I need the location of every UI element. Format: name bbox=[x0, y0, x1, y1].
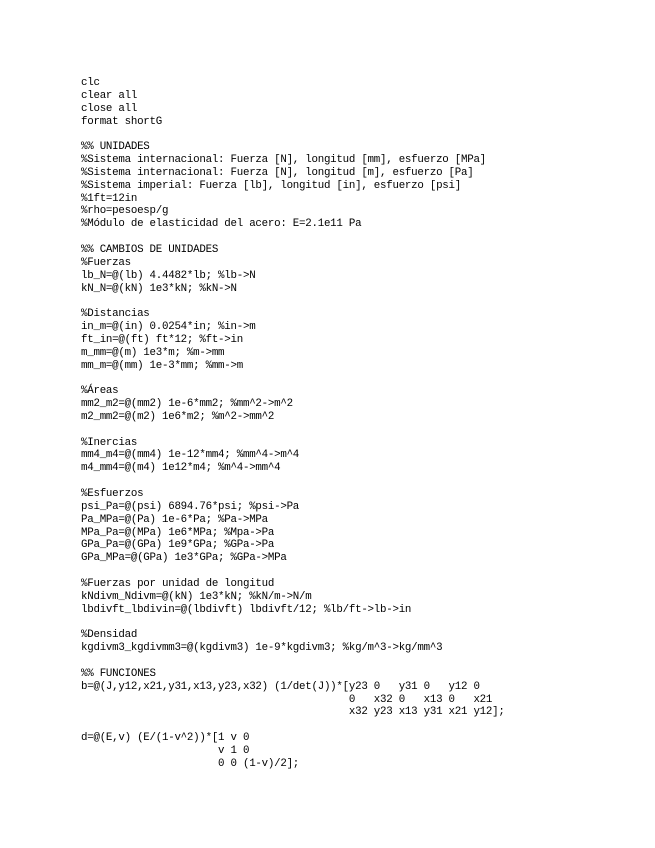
matlab-code-listing bbox=[81, 77, 641, 771]
blank-line bbox=[81, 655, 641, 668]
blank-line bbox=[81, 475, 641, 488]
code-line: m2_mm2=@(m2) 1e6*m2; %m^2->mm^2 bbox=[81, 410, 275, 423]
code-line: kNdivm_Ndivm=@(kN) 1e3*kN; %kN/m->N/m bbox=[81, 590, 312, 603]
code-line: clear all bbox=[81, 89, 138, 102]
code-line: %% FUNCIONES bbox=[81, 667, 156, 680]
blank-line bbox=[81, 231, 641, 244]
code-line: %% CAMBIOS DE UNIDADES bbox=[81, 243, 219, 256]
code-line: %Inercias bbox=[81, 436, 138, 449]
code-line: mm4_m4=@(mm4) 1e-12*mm4; %mm^4->m^4 bbox=[81, 449, 300, 462]
blank-line bbox=[81, 424, 641, 437]
code-line: %Fuerzas por unidad de longitud bbox=[81, 577, 275, 590]
code-line: %Módulo de elasticidad del acero: E=2.1e11 Pa bbox=[81, 218, 362, 231]
code-line: %Sistema internacional: Fuerza [N], longitud [mm], esfuerzo [MPa] bbox=[81, 154, 486, 167]
code-line: %Densidad bbox=[81, 629, 138, 642]
code-line: d=@(E,v) (E/(1-v^2))*[1 v 0 bbox=[81, 732, 250, 745]
code-line: lbdivft_lbdivin=@(lbdivft) lbdivft/12; %lb/ft->lb->in bbox=[81, 603, 412, 616]
code-line: b=@(J,y12,x21,y31,x13,y23,x32) (1/det(J))*[y23 0 y31 0 y12 0 bbox=[81, 680, 480, 693]
code-line: mm_m=@(mm) 1e-3*mm; %mm->m bbox=[81, 359, 243, 372]
blank-line bbox=[81, 719, 641, 732]
code-line: v 1 0 bbox=[81, 744, 250, 757]
code-line: mm2_m2=@(mm2) 1e-6*mm2; %mm^2->m^2 bbox=[81, 398, 293, 411]
code-line: %Sistema internacional: Fuerza [N], longitud [m], esfuerzo [Pa] bbox=[81, 166, 474, 179]
code-line: %Esfuerzos bbox=[81, 488, 144, 500]
code-line: m4_mm4=@(m4) 1e12*m4; %m^4->mm^4 bbox=[81, 462, 281, 475]
code-line: kgdivm3_kgdivmm3=@(kgdivm3) 1e-9*kgdivm3; %kg/m^3->kg/mm^3 bbox=[81, 642, 443, 655]
blank-line bbox=[81, 372, 641, 385]
code-line: lb_N=@(lb) 4.4482*lb; %lb->N bbox=[81, 269, 256, 282]
code-line: 0 0 (1-v)/2]; bbox=[81, 757, 300, 770]
code-line: %rho=pesoesp/g bbox=[81, 205, 169, 218]
code-line: m_mm=@(m) 1e3*m; %m->mm bbox=[81, 346, 225, 359]
blank-line bbox=[81, 565, 641, 578]
code-line: %Distancias bbox=[81, 308, 150, 321]
blank-line bbox=[81, 295, 641, 308]
blank-line bbox=[81, 616, 641, 629]
code-line: psi_Pa=@(psi) 6894.76*psi; %psi->Pa bbox=[81, 500, 300, 513]
code-line: Pa_MPa=@(Pa) 1e-6*Pa; %Pa->MPa bbox=[81, 513, 268, 526]
blank-line bbox=[81, 128, 641, 141]
code-line: GPa_MPa=@(GPa) 1e3*GPa; %GPa->MPa bbox=[81, 552, 287, 565]
code-line: format shortG bbox=[81, 115, 162, 128]
code-line: in_m=@(in) 0.0254*in; %in->m bbox=[81, 321, 256, 334]
code-line: clc bbox=[81, 77, 100, 89]
code-line: %1ft=12in bbox=[81, 192, 138, 205]
code-line: %Sistema imperial: Fuerza [lb], longitud [in], esfuerzo [psi] bbox=[81, 179, 461, 192]
code-line: MPa_Pa=@(MPa) 1e6*MPa; %Mpa->Pa bbox=[81, 526, 275, 539]
code-line: %Áreas bbox=[81, 385, 119, 398]
code-line: %% UNIDADES bbox=[81, 141, 150, 154]
code-line: GPa_Pa=@(GPa) 1e9*GPa; %GPa->Pa bbox=[81, 539, 275, 552]
code-line: ft_in=@(ft) ft*12; %ft->in bbox=[81, 333, 243, 346]
code-line: kN_N=@(kN) 1e3*kN; %kN->N bbox=[81, 282, 237, 295]
code-line: x32 y23 x13 y31 x21 y12]; bbox=[81, 706, 505, 719]
code-line: 0 x32 0 x13 0 x21 bbox=[81, 693, 493, 706]
code-line: close all bbox=[81, 102, 138, 115]
code-line: %Fuerzas bbox=[81, 256, 131, 269]
